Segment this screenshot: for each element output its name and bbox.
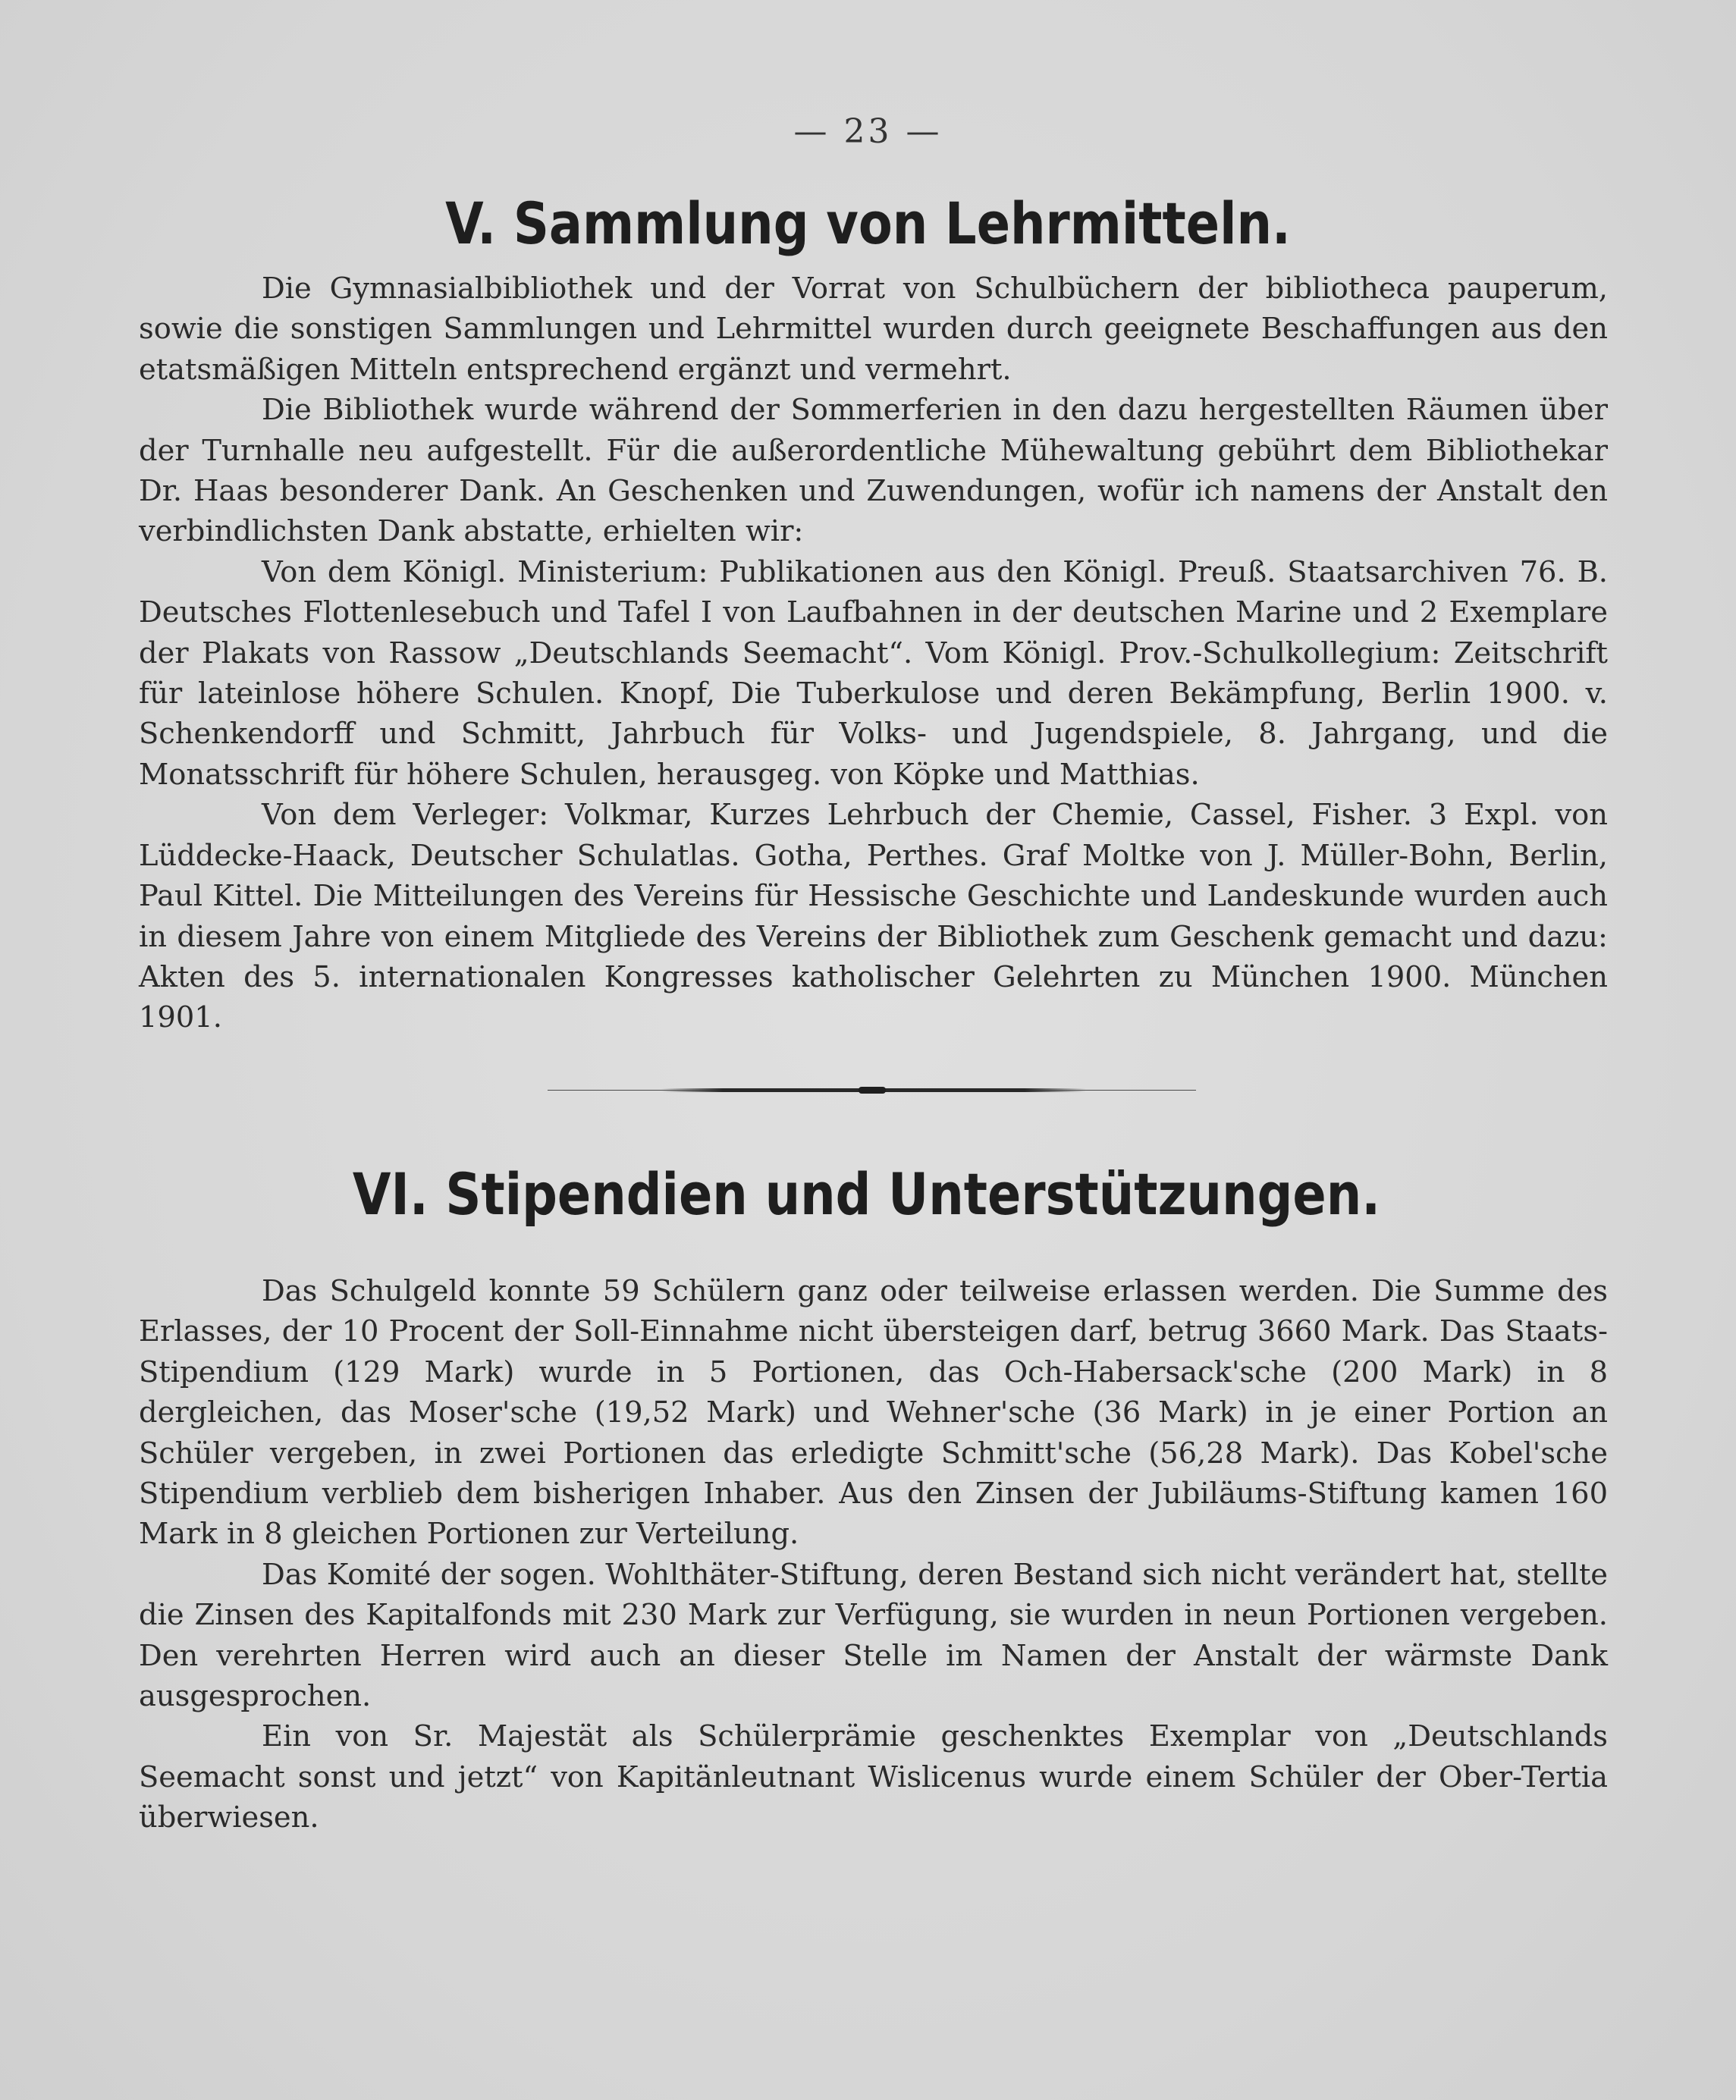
section-divider: [548, 1085, 1196, 1097]
section-heading-stipendien: VI. Stipendien und Unterstützungen.: [352, 1160, 1381, 1228]
page-number: — 23 —: [793, 112, 943, 151]
paragraph: Ein von Sr. Majestät als Schülerprämie geschenktes Exemplar von „Deutschlands Seemacht sonst und jetzt“ von Kapitänleutnant Wislicenus wurde einem Schüler der Ober-Tertia überwiesen.: [139, 1719, 1608, 1835]
divider-rule-right: [881, 1088, 1086, 1092]
divider-rule-left: [661, 1088, 866, 1092]
section-body-lehrmittel: [139, 268, 1608, 1038]
divider-center-ornament: [859, 1087, 886, 1094]
paragraph: Von dem Königl. Ministerium: Publikationen aus den Königl. Preuß. Staatsarchiven 76. B. Deutsches Flottenlesebuch und Tafel I von Laufbahnen in der deutschen Marine und 2 Exemplare der Plakats von Rassow „Deutschlands Seemacht“. Vom Königl. Prov.-Schulkollegium: Zeitschrift für lateinlose höhere Schulen. Knopf, Die Tuberkulose und deren Bekämpfung, Berlin 1900. v. Schenkendorff und Schmitt, Jahrbuch für Volks- und Jugendspiele, 8. Jahrgang, und die Monatsschrift für höhere Schulen, herausgeg. von Köpke und Matthias.: [139, 554, 1608, 792]
paragraph: Das Schulgeld konnte 59 Schülern ganz oder teilweise erlassen werden. Die Summe des Erlasses, der 10 Procent der Soll-Einnahme nicht übersteigen darf, betrug 3660 Mark. Das Staats-Stipendium (129 Mark) wurde in 5 Portionen, das Och-Habersack'sche (200 Mark) in 8 dergleichen, das Moser'sche (19,52 Mark) und Wehner'sche (36 Mark) in je einer Portion an Schüler vergeben, in zwei Portionen das erledigte Schmitt'sche (56,28 Mark). Das Kobel'sche Stipendium verblieb dem bisherigen Inhaber. Aus den Zinsen der Jubiläums-Stiftung kamen 160 Mark in 8 gleichen Portionen zur Verteilung.: [139, 1274, 1608, 1552]
paragraph: Das Komité der sogen. Wohlthäter-Stiftung, deren Bestand sich nicht verändert hat, stellte die Zinsen des Kapitalfonds mit 230 Mark zur Verfügung, sie wurden in neun Portionen vergeben. Den verehrten Herren wird auch an dieser Stelle im Namen der Anstalt der wärmste Dank ausgesprochen.: [139, 1557, 1608, 1714]
paragraph: Von dem Verleger: Volkmar, Kurzes Lehrbuch der Chemie, Cassel, Fisher. 3 Expl. von Lüddecke-Haack, Deutscher Schulatlas. Gotha, Perthes. Graf Moltke von J. Müller-Bohn, Berlin, Paul Kittel. Die Mitteilungen des Vereins für Hessische Geschichte und Landeskunde wurden auch in diesem Jahre von einem Mitgliede des Vereins der Bibliothek zum Geschenk gemacht und dazu: Akten des 5. internationalen Kongresses katholischer Gelehrten zu München 1900. München 1901.: [139, 798, 1608, 1035]
paragraph: Die Gymnasialbibliothek und der Vorrat von Schulbüchern der bibliotheca pauperum, sowie die sonstigen Sammlungen und Lehrmittel wurden durch geeignete Beschaffungen aus den etatsmäßigen Mitteln entsprechend ergänzt und vermehrt.: [139, 272, 1608, 387]
section-heading-lehrmittel: V. Sammlung von Lehrmitteln.: [445, 190, 1291, 257]
section-body-stipendien: [139, 1271, 1608, 1838]
paragraph: Die Bibliothek wurde während der Sommerferien in den dazu hergestellten Räumen über der Turnhalle neu aufgestellt. Für die außerordentliche Mühewaltung gebührt dem Bibliothekar Dr. Haas besonderer Dank. An Geschenken und Zuwendungen, wofür ich namens der Anstalt den verbindlichsten Dank abstatte, erhielten wir:: [139, 393, 1608, 549]
